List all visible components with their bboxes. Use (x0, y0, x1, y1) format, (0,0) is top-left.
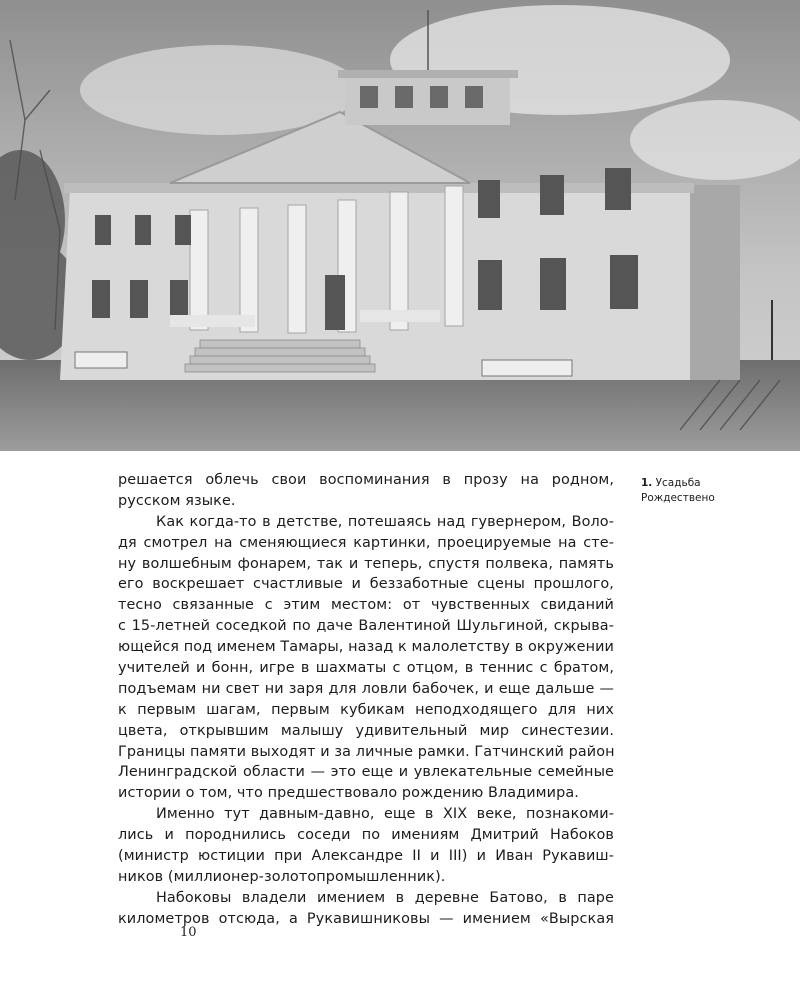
caption-number: 1. (641, 477, 653, 489)
text-line: тесно связанные с этим местом: от чувственных свиданий (118, 597, 614, 614)
body-text (118, 470, 614, 930)
text-line: подъемам ни свет ни заря для ловли бабочек, и еще дальше — (118, 680, 614, 697)
text-line: к первым шагам, первым кубикам неподходящего для них (118, 701, 614, 718)
text-line: цвета, открывшим малышу удивительный мир синестезии. (118, 722, 614, 739)
manor-illustration (0, 0, 800, 451)
text-line: Ленинградской области — это еще и увлекательные семейные (118, 764, 614, 781)
page-number: 10 (180, 925, 197, 940)
text-line: километров отсюда, а Рукавишниковы — имением «Вырская (118, 910, 614, 927)
text-line: решается облечь свои воспоминания в прозу на родном, (118, 472, 614, 488)
text-line: ников (миллионер-золотопромышленник). (118, 868, 446, 885)
text-line: Границы памяти выходят и за личные рамки. Гатчинский район (118, 743, 615, 760)
photo-caption (641, 476, 771, 506)
text-line: ну волшебным фонарем, так и теперь, спустя полвека, память (118, 555, 614, 572)
text-line: его воскрешает счастливые и беззаботные сцены прошлого, (118, 576, 614, 593)
text-line: дя смотрел на сменяющиеся картинки, проецируемые на сте- (118, 534, 614, 551)
text-line: Набоковы владели имением в деревне Батово, в паре (156, 889, 614, 906)
text-line: Как когда-то в детстве, потешаясь над гувернером, Воло- (156, 513, 614, 530)
text-line: истории о том, что предшествовало рождению Владимира. (118, 785, 579, 802)
text-line: с 15-летней соседкой по даче Валентиной Шульгиной, скрыва- (118, 618, 614, 635)
text-line: учителей и бонн, игре в шахматы с отцом, в теннис с братом, (118, 660, 614, 677)
text-line: Именно тут давным-давно, еще в XIX веке, познакоми- (156, 806, 614, 823)
text-line: (министр юстиции при Александре II и III) и Иван Рукавиш- (118, 848, 614, 865)
text-line: лись и породнились соседи по имениям Дмитрий Набоков (118, 827, 614, 844)
caption-text-line2: Рождествено (641, 492, 715, 504)
text-line: русском языке. (118, 492, 236, 509)
text-line: ющейся под именем Тамары, назад к малолетству в окружении (118, 639, 614, 656)
caption-text-line1: Усадьба (655, 477, 701, 489)
manor-photo (0, 0, 800, 451)
